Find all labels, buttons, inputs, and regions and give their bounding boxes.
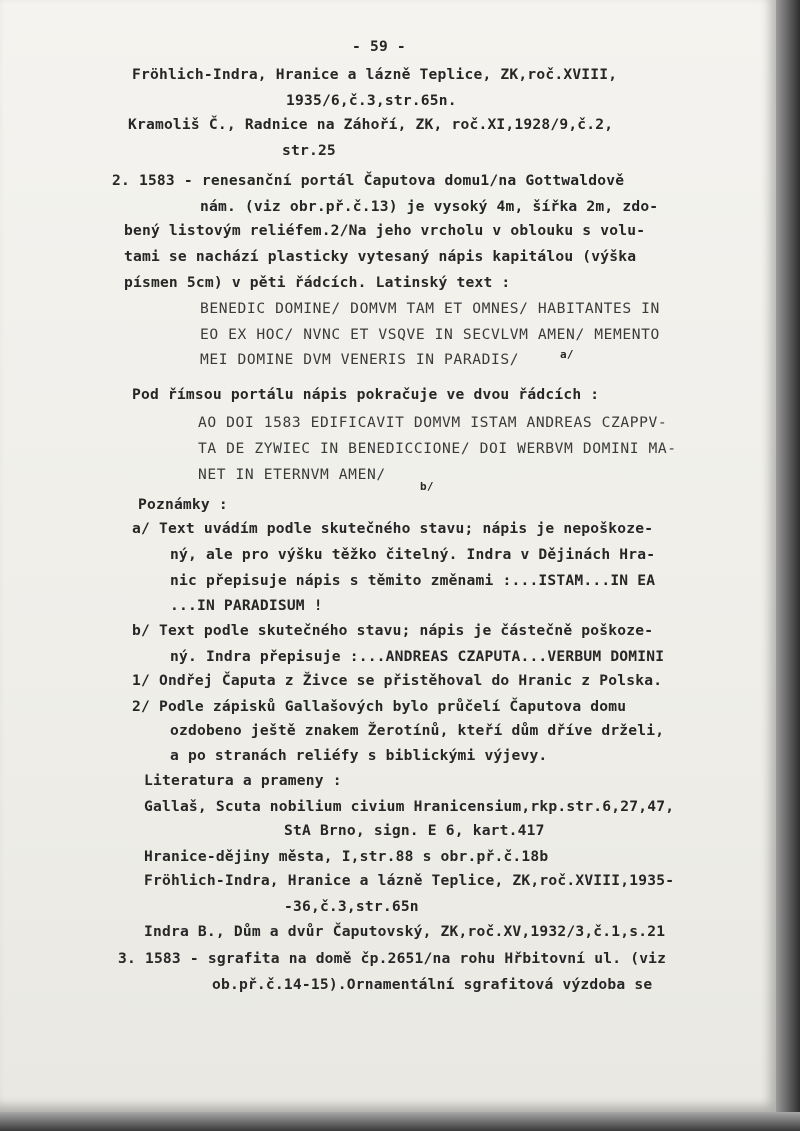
scan-edge-right bbox=[776, 0, 800, 1131]
note-line: 2/ Podle zápisků Gallašových bylo průčelí Čaputova domu bbox=[132, 698, 627, 715]
note-line: b/ Text podle skutečného stavu; nápis je částečně poškoze- bbox=[132, 622, 654, 639]
inscription-line: BENEDIC DOMINE/ DOMVM TAM ET OMNES/ HABITANTES IN bbox=[200, 300, 660, 317]
literature-heading: Literatura a prameny : bbox=[144, 772, 342, 789]
scan-edge-bottom bbox=[0, 1112, 800, 1131]
footnote-marker: a/ bbox=[560, 348, 574, 361]
inscription-line: MEI DOMINE DVM VENERIS IN PARADIS/ bbox=[200, 351, 520, 368]
text-line: 3. 1583 - sgrafita na domě čp.2651/na rohu Hřbitovní ul. (viz bbox=[118, 950, 667, 967]
note-line: a po stranách reliéfy s biblickými výjevy. bbox=[170, 747, 548, 764]
note-line: ozdobeno ještě znakem Žerotínů, kteří dům dříve drželi, bbox=[170, 722, 665, 739]
text-line: str.25 bbox=[282, 142, 336, 159]
text-line: ob.př.č.14-15).Ornamentální sgrafitová výzdoba se bbox=[212, 976, 653, 993]
literature-line: StA Brno, sign. E 6, kart.417 bbox=[284, 822, 545, 839]
text-line: tami se nachází plasticky vytesaný nápis kapitálou (výška bbox=[124, 248, 637, 265]
note-line: nic přepisuje nápis s těmito změnami :...ISTAM...IN EA bbox=[170, 572, 656, 589]
note-line: a/ Text uvádím podle skutečného stavu; nápis je nepoškoze- bbox=[132, 520, 654, 537]
page-number: - 59 - bbox=[352, 38, 406, 55]
text-line: bený listovým reliéfem.2/Na jeho vrcholu v oblouku s volu- bbox=[124, 222, 646, 239]
inscription-line: TA DE ZYWIEC IN BENEDICCIONE/ DOI WERBVM DOMINI MA- bbox=[198, 440, 677, 457]
inscription-line: AO DOI 1583 EDIFICAVIT DOMVM ISTAM ANDREAS CZAPPV- bbox=[198, 414, 668, 431]
text-line: Fröhlich-Indra, Hranice a lázně Teplice, ZK,roč.XVIII, bbox=[132, 66, 618, 83]
note-line: ný, ale pro výšku těžko čitelný. Indra v Dějinách Hra- bbox=[170, 546, 656, 563]
note-line: ný. Indra přepisuje :...ANDREAS CZAPUTA...VERBUM DOMINI bbox=[170, 648, 665, 665]
text-line: písmen 5cm) v pěti řádcích. Latinský text : bbox=[124, 274, 511, 291]
text-line: Pod římsou portálu nápis pokračuje ve dvou řádcích : bbox=[132, 386, 600, 403]
inscription-line: NET IN ETERNVM AMEN/ bbox=[198, 466, 386, 483]
note-line: 1/ Ondřej Čaputa z Živce se přistěhoval do Hranic z Polska. bbox=[132, 672, 663, 689]
literature-line: Indra B., Dům a dvůr Čaputovský, ZK,roč.XV,1932/3,č.1,s.21 bbox=[144, 923, 666, 940]
text-line: Kramoliš Č., Radnice na Záhoří, ZK, roč.XI,1928/9,č.2, bbox=[128, 116, 614, 133]
literature-line: -36,č.3,str.65n bbox=[284, 898, 419, 915]
text-line: 2. 1583 - renesanční portál Čaputova domu1/na Gottwaldově bbox=[112, 172, 625, 189]
inscription-line: EO EX HOC/ NVNC ET VSQVE IN SECVLVM AMEN/ MEMENTO bbox=[200, 326, 660, 343]
notes-heading: Poznámky : bbox=[138, 496, 228, 513]
footnote-marker: b/ bbox=[420, 480, 434, 493]
literature-line: Fröhlich-Indra, Hranice a lázně Teplice, ZK,roč.XVIII,1935- bbox=[144, 872, 675, 889]
literature-line: Gallaš, Scuta nobilium civium Hranicensium,rkp.str.6,27,47, bbox=[144, 798, 675, 815]
text-line: 1935/6,č.3,str.65n. bbox=[286, 92, 457, 109]
text-line: nám. (viz obr.př.č.13) je vysoký 4m, šířka 2m, zdo- bbox=[200, 198, 659, 215]
literature-line: Hranice-dějiny města, I,str.88 s obr.př.č.18b bbox=[144, 848, 549, 865]
note-line: ...IN PARADISUM ! bbox=[170, 597, 323, 614]
